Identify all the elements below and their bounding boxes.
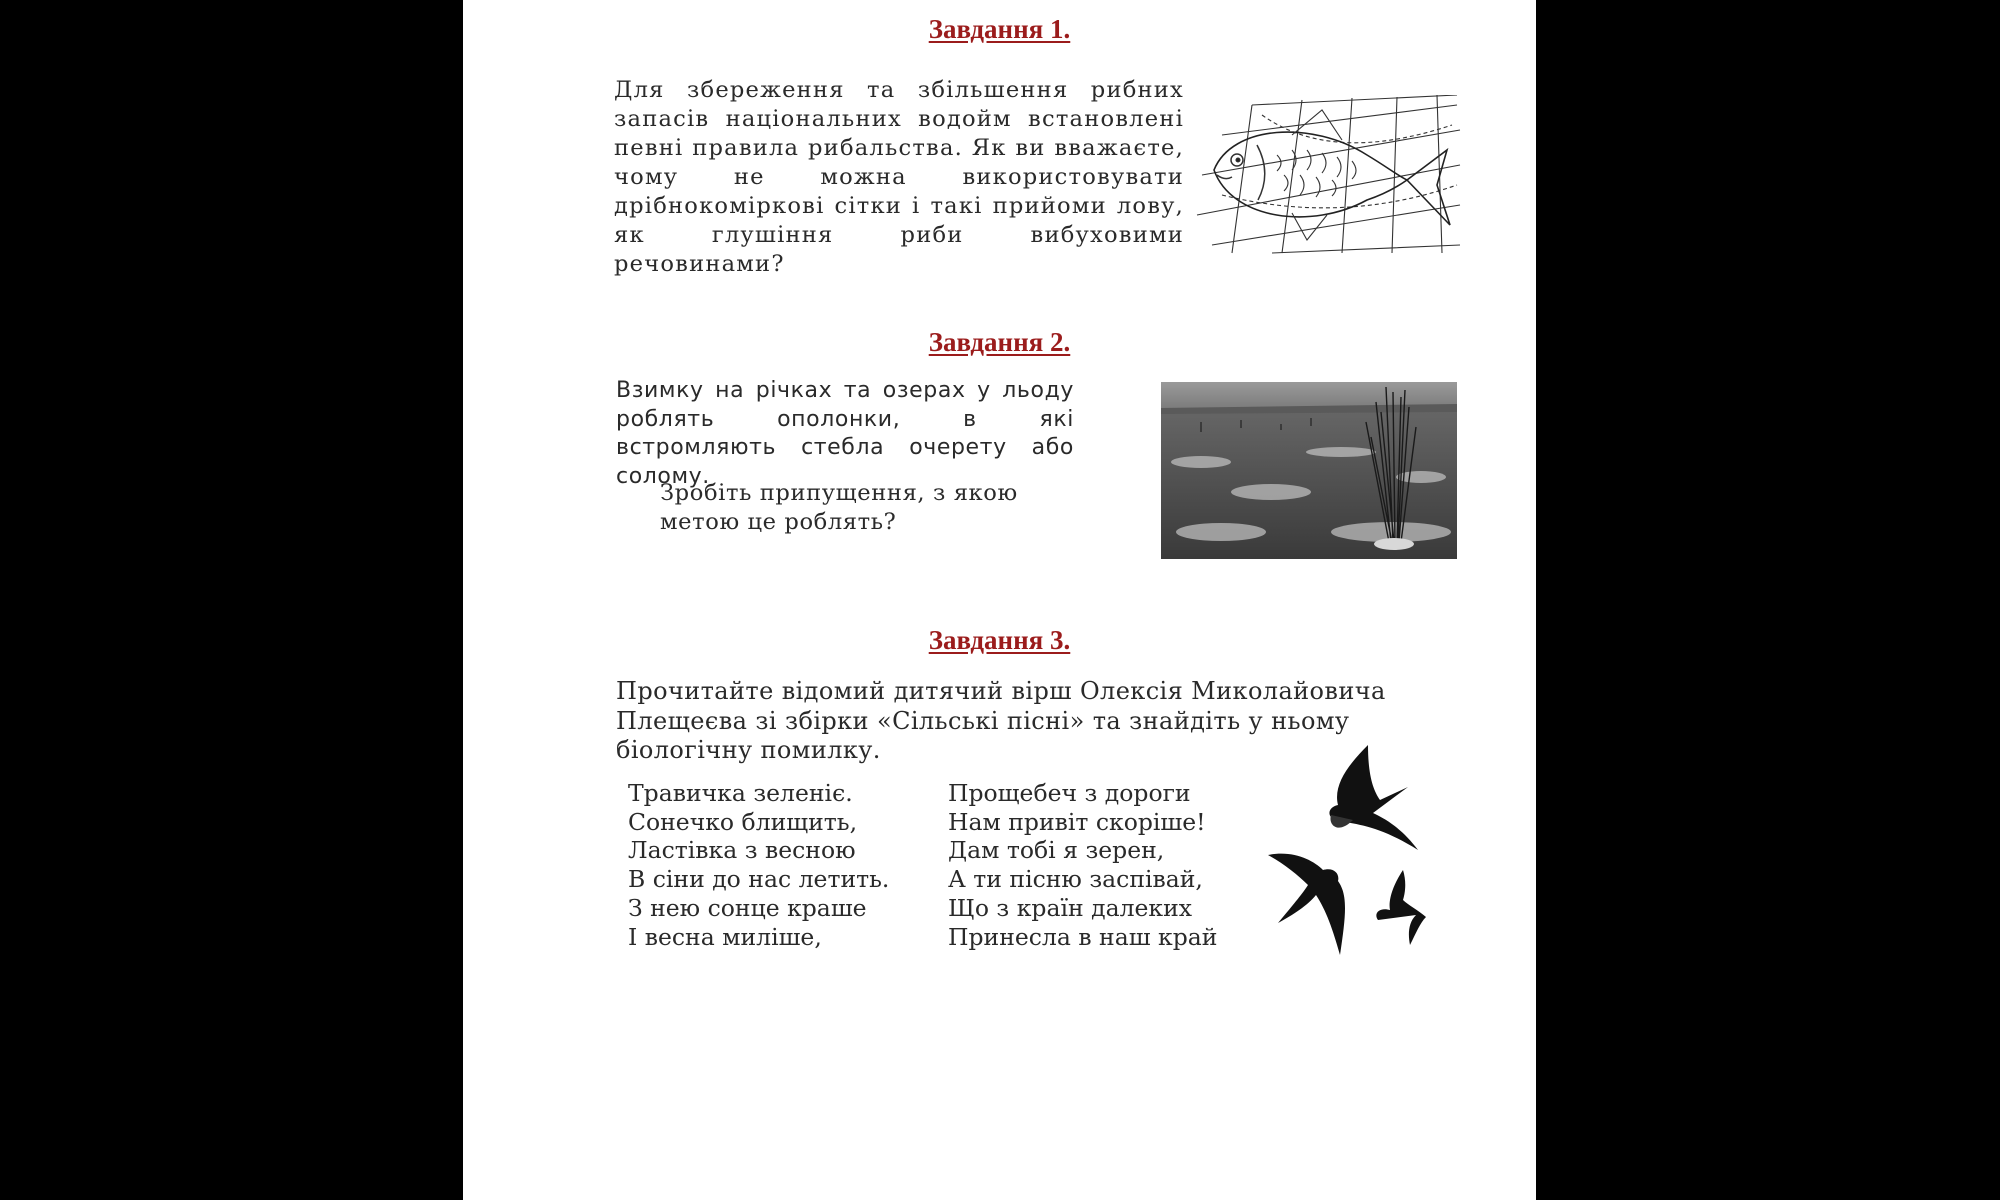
task-2-heading: Завдання 2. — [928, 327, 1071, 357]
poem-right-column — [948, 779, 1268, 951]
swallows-icon — [1268, 745, 1448, 960]
poem-line: Травичка зеленіє. — [628, 779, 853, 807]
poem-line: Дам тобі я зерен, — [948, 836, 1165, 865]
poem-line: А ти пісню заспівай, — [948, 865, 1203, 894]
poem-line: Принесла в наш край — [948, 922, 1218, 951]
task-1-heading: Завдання 1. — [928, 14, 1071, 44]
poem-line: Ластівка з весною — [628, 836, 856, 865]
fish-in-net-icon — [1192, 95, 1462, 255]
poem-line: І весна миліше, — [628, 922, 822, 951]
task-2-question: Зробіть припущення, з якою метою це роблять? — [660, 480, 1018, 535]
task-1-text: Для збереження та збільшення рибних запасів національних водойм встановлені певні правила рибальства. Як ви вважаєте, чому не можна використовувати дрібнокоміркові сітки і такі прийоми лову, як глушіння риби вибуховими речовинами? — [614, 77, 1184, 277]
frozen-lake-reeds-photo — [1161, 382, 1457, 559]
document-page — [463, 0, 1536, 1200]
task-3-heading: Завдання 3. — [928, 625, 1071, 655]
poem-line: З нею сонце краше — [628, 893, 867, 922]
poem-line: Нам привіт скоріше! — [948, 807, 1206, 836]
task-3-text: Прочитайте відомий дитячий вірш Олексія Миколайовича Плещеєва зі збірки «Сільські пісні» та знайдіть у ньому біологічну помилку. — [616, 677, 1386, 764]
task-2-text: Взимку на річках та озерах у льоду роблять ополонки, в які встромляють стебла очерету або солому. — [616, 378, 1074, 489]
poem-line: Сонечко блищить, — [628, 807, 858, 836]
poem-left-column — [628, 779, 948, 951]
poem-line: В сіни до нас летить. — [628, 865, 890, 894]
poem-line: Прощебеч з дороги — [948, 779, 1191, 807]
poem-line: Що з країн далеких — [948, 893, 1193, 922]
